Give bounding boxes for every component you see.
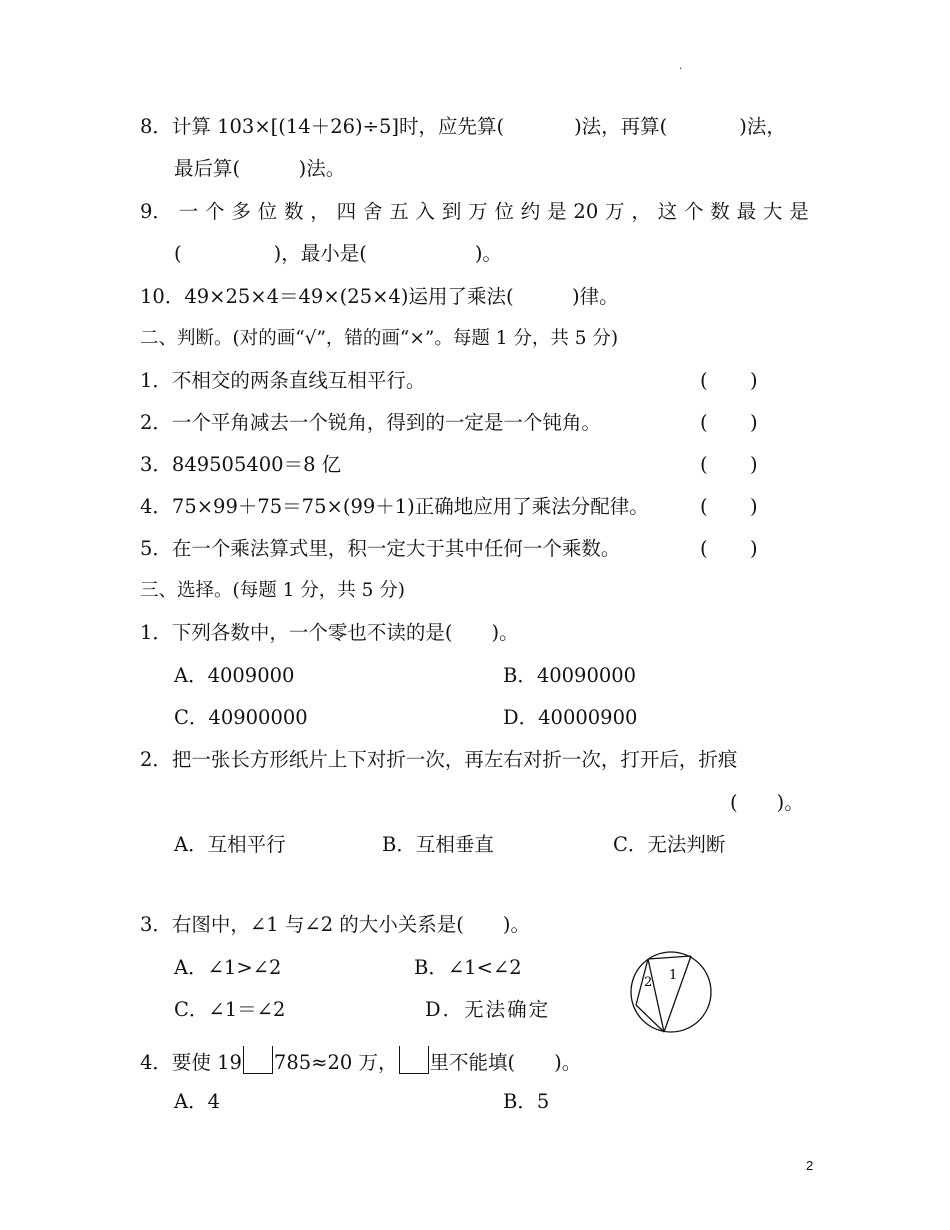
q9-token: 个 bbox=[205, 200, 225, 223]
q8-line2: 最后算( )法。 bbox=[174, 157, 346, 180]
choice-q4-stem-post: 里不能填( )。 bbox=[429, 1051, 582, 1074]
q9-token: 9． bbox=[140, 200, 172, 223]
answer-bracket-close-3: ) bbox=[750, 453, 758, 476]
q9-token: 到 bbox=[441, 200, 462, 223]
choice-q4-option-a: A．4 bbox=[174, 1090, 220, 1113]
q9-token: 位 bbox=[257, 200, 278, 223]
choice-q4-stem-mid: 785≈20 万， bbox=[273, 1051, 398, 1074]
answer-bracket-open-2: ( bbox=[700, 411, 708, 434]
q10: 10．49×25×4＝49×(25×4)运用了乘法( )律。 bbox=[140, 285, 619, 308]
choice-q3-option-d: D．无法确定 bbox=[425, 998, 551, 1021]
q8-text-a: 8．计算 103×[(14＋26)÷5]时，应先算( bbox=[140, 115, 505, 138]
q9-token: ， bbox=[631, 200, 651, 223]
choice-q3-option-b: B．∠1<∠2 bbox=[414, 956, 522, 979]
q9-text-b: )，最小是( bbox=[273, 242, 367, 265]
judge-item-1: 1．不相交的两条直线互相平行。 bbox=[140, 369, 426, 392]
q9-token: 是 bbox=[789, 200, 809, 223]
q9-token: 个 bbox=[683, 200, 704, 223]
choice-q2-stem-end: ( )。 bbox=[730, 791, 804, 814]
judge-item-2: 2．一个平角减去一个锐角，得到的一定是一个钝角。 bbox=[140, 411, 601, 434]
q9-text-c: )。 bbox=[474, 242, 502, 265]
choice-q1-stem: 1．下列各数中，一个零也不读的是( )。 bbox=[140, 621, 519, 644]
answer-bracket-close-2: ) bbox=[750, 411, 758, 434]
q9-token: 万 bbox=[468, 200, 488, 223]
q9-token: ， bbox=[310, 200, 330, 223]
choice-q4-option-b: B．5 bbox=[503, 1090, 550, 1113]
angle-1-label: 1 bbox=[669, 968, 678, 983]
q8-line1 bbox=[140, 114, 786, 140]
angle-circle-figure bbox=[628, 949, 714, 1035]
q9-token: 一 bbox=[178, 200, 199, 223]
angle-2-label: 2 bbox=[644, 975, 653, 990]
choice-q3-option-c: C．∠1＝∠2 bbox=[174, 998, 286, 1021]
q9-token: 数 bbox=[710, 200, 730, 223]
choice-q3-option-a: A．∠1>∠2 bbox=[174, 956, 282, 979]
q9-token: 五 bbox=[389, 200, 409, 223]
blank-box-1 bbox=[243, 1046, 273, 1074]
judge-item-5: 5．在一个乘法算式里，积一定大于其中任何一个乘数。 bbox=[140, 537, 621, 560]
q9-token: 最 bbox=[736, 200, 757, 223]
answer-bracket-open-4: ( bbox=[700, 495, 708, 518]
figure-chord-1 bbox=[648, 959, 664, 1032]
section2-title: 二、判断。(对的画“√”，错的画“×”。每题 1 分，共 5 分) bbox=[140, 328, 619, 349]
choice-q2-stem: 2．把一张长方形纸片上下对折一次，再左右对折一次，打开后，折痕 bbox=[140, 748, 738, 771]
choice-q1-option-d: D．40000900 bbox=[503, 706, 638, 729]
q9-token: 数 bbox=[283, 200, 304, 223]
choice-q1-option-b: B．40090000 bbox=[503, 664, 637, 687]
q9-text-a: ( bbox=[174, 242, 182, 265]
q9-token: 四 bbox=[336, 200, 357, 223]
choice-q2-option-b: B．互相垂直 bbox=[382, 833, 494, 856]
judge-item-3: 3．849505400＝8 亿 bbox=[140, 453, 342, 476]
q9-line1 bbox=[140, 199, 809, 225]
q8-text-b: )法，再算( bbox=[574, 115, 668, 138]
answer-bracket-open-3: ( bbox=[700, 453, 708, 476]
answer-bracket-close-4: ) bbox=[750, 495, 758, 518]
choice-q2-option-c: C．无法判断 bbox=[613, 833, 726, 856]
answer-bracket-close-5: ) bbox=[750, 537, 758, 560]
q9-token: 是 bbox=[547, 200, 567, 223]
choice-q2-option-a: A．互相平行 bbox=[174, 833, 286, 856]
choice-q3-stem: 3．右图中，∠1 与∠2 的大小关系是( )。 bbox=[140, 913, 531, 936]
q9-token: 万 bbox=[605, 200, 625, 223]
choice-q1-option-a: A．4009000 bbox=[174, 664, 295, 687]
figure-chord-2 bbox=[648, 956, 691, 959]
q9-token: 约 bbox=[520, 200, 541, 223]
answer-bracket-close-1: ) bbox=[750, 369, 758, 392]
q9-token: 大 bbox=[762, 200, 783, 223]
q9-token: 多 bbox=[231, 200, 251, 223]
figure-circle bbox=[631, 952, 711, 1032]
page-number: 2 bbox=[806, 1158, 814, 1173]
blank-box-2 bbox=[399, 1046, 429, 1074]
q9-token: 舍 bbox=[362, 200, 383, 223]
answer-bracket-open-5: ( bbox=[700, 537, 708, 560]
judge-item-4: 4．75×99＋75＝75×(99＋1)正确地应用了乘法分配律。 bbox=[140, 495, 649, 518]
choice-q4-stem bbox=[140, 1046, 581, 1076]
q8-text-c: )法， bbox=[739, 115, 786, 138]
q9-token: 20 bbox=[573, 200, 599, 223]
choice-q1-option-c: C．40900000 bbox=[174, 706, 308, 729]
q9-token: 位 bbox=[494, 200, 514, 223]
choice-q4-stem-pre: 4．要使 19 bbox=[140, 1051, 242, 1074]
top-mark: . bbox=[679, 61, 683, 72]
section3-title: 三、选择。(每题 1 分，共 5 分) bbox=[140, 580, 405, 601]
q9-token: 入 bbox=[415, 200, 436, 223]
q9-line2 bbox=[174, 241, 502, 267]
answer-bracket-open-1: ( bbox=[700, 369, 708, 392]
q9-token: 这 bbox=[657, 200, 678, 223]
